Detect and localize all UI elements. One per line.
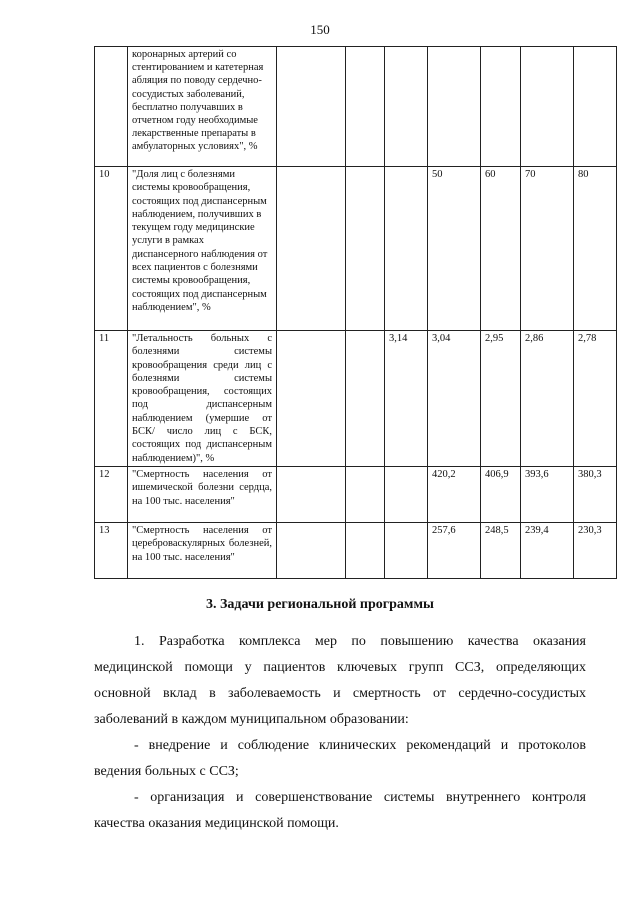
table-row <box>95 522 617 578</box>
indicator-name: коронарных артерий со стентированием и катетерная абляция по поводу сердечно-сосудистых заболеваний, бесплатно получавших в отчетном году необходимые лекарственные препараты в амбулаторных условиях", % <box>128 47 277 167</box>
paragraph: - организация и совершенствование системы внутреннего контроля качества оказания медицинской помощи. <box>94 790 586 831</box>
empty-cell <box>346 466 385 522</box>
value-cell: 3,04 <box>428 331 481 467</box>
value-cell: 239,4 <box>521 522 574 578</box>
empty-cell <box>277 47 346 167</box>
indicators-table <box>94 46 617 579</box>
value-cell: 80 <box>574 167 617 331</box>
empty-cell <box>277 466 346 522</box>
value-cell: 50 <box>428 167 481 331</box>
row-number: 13 <box>95 522 128 578</box>
value-cell <box>481 47 521 167</box>
paragraph: - внедрение и соблюдение клинических рекомендаций и протоколов ведения больных с ССЗ; <box>94 738 586 779</box>
value-cell: 248,5 <box>481 522 521 578</box>
row-number <box>95 47 128 167</box>
row-number: 11 <box>95 331 128 467</box>
indicator-name: "Смертность населения от цереброваскулярных болезней, на 100 тыс. населения" <box>128 522 277 578</box>
empty-cell <box>277 331 346 467</box>
empty-cell <box>346 522 385 578</box>
value-cell <box>521 47 574 167</box>
value-cell: 257,6 <box>428 522 481 578</box>
base-value <box>385 522 428 578</box>
empty-cell <box>346 47 385 167</box>
value-cell: 60 <box>481 167 521 331</box>
empty-cell <box>277 167 346 331</box>
row-number: 12 <box>95 466 128 522</box>
paragraph: 1. Разработка комплекса мер по повышению качества оказания медицинской помощи у пациентов ключевых групп ССЗ, определяющих основной вклад в заболеваемость и смертность от сердечно-сосудистых заболеваний в каждом муниципальном образовании: <box>94 634 586 727</box>
base-value: 3,14 <box>385 331 428 467</box>
base-value <box>385 167 428 331</box>
value-cell: 380,3 <box>574 466 617 522</box>
value-cell: 406,9 <box>481 466 521 522</box>
indicator-name: "Смертность населения от ишемической болезни сердца, на 100 тыс. населения" <box>128 466 277 522</box>
empty-cell <box>346 331 385 467</box>
indicator-name: "Летальность больных с болезнями системы кровообращения среди лиц с болезнями системы кровообращения, состоящих под диспансерным наблюдением (умершие от БСК/ число лиц с БСК, состоящих под диспансерным наблюдением)", % <box>128 331 277 467</box>
value-cell: 393,6 <box>521 466 574 522</box>
value-cell <box>428 47 481 167</box>
value-cell: 2,95 <box>481 331 521 467</box>
value-cell <box>574 47 617 167</box>
value-cell: 2,78 <box>574 331 617 467</box>
empty-cell <box>277 522 346 578</box>
table-row <box>95 331 617 467</box>
base-value <box>385 466 428 522</box>
page-number: 150 <box>310 22 330 37</box>
table-row <box>95 47 617 167</box>
value-cell: 70 <box>521 167 574 331</box>
value-cell: 230,3 <box>574 522 617 578</box>
row-number: 10 <box>95 167 128 331</box>
table-row <box>95 466 617 522</box>
table-row <box>95 167 617 331</box>
base-value <box>385 47 428 167</box>
empty-cell <box>346 167 385 331</box>
section-title: 3. Задачи региональной программы <box>206 597 434 612</box>
value-cell: 420,2 <box>428 466 481 522</box>
value-cell: 2,86 <box>521 331 574 467</box>
indicator-name: "Доля лиц с болезнями системы кровообращения, состоящих под диспансерным наблюдением, получивших в текущем году медицинские услуги в рамках диспансерного наблюдения от всех пациентов с болезнями системы кровообращения, состоящих под диспансерным наблюдением", % <box>128 167 277 331</box>
